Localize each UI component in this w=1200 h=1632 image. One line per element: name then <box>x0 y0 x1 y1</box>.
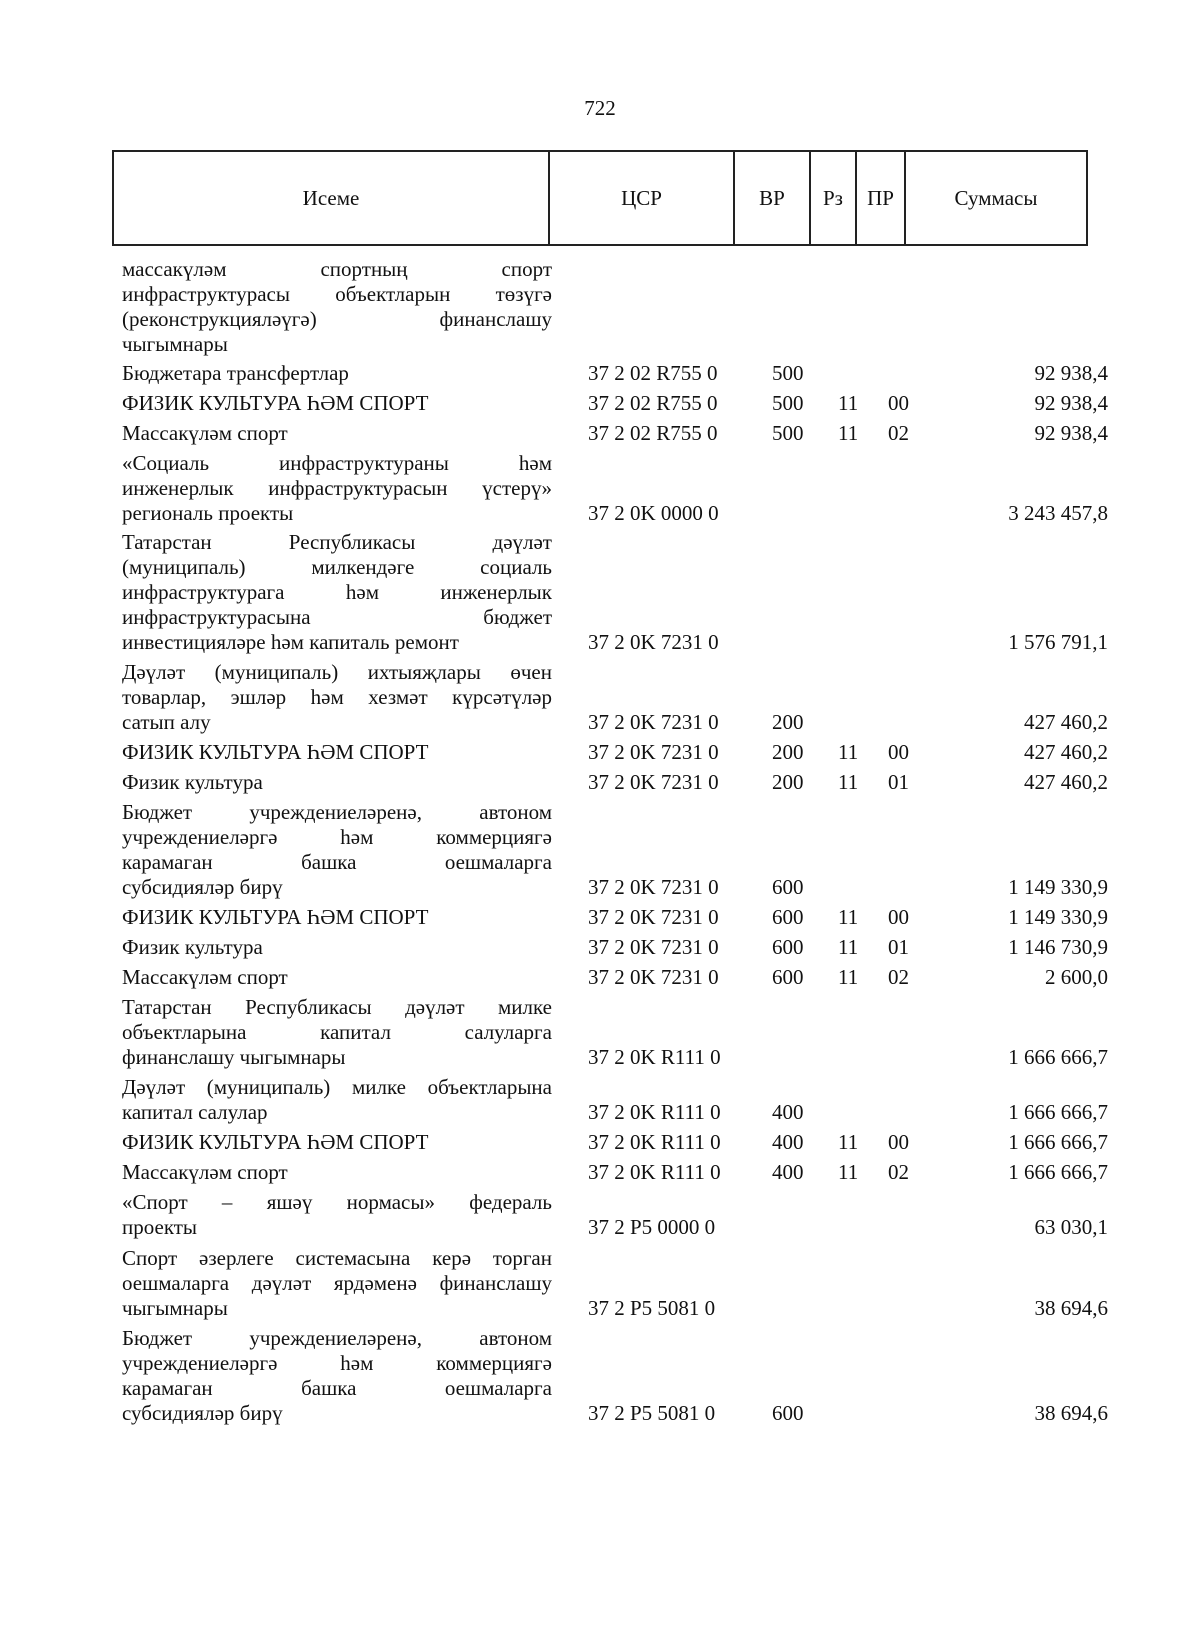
row-pr: 02 <box>888 1160 909 1184</box>
row-name <box>122 1075 552 1125</box>
row-csr: 37 2 P5 5081 0 <box>588 1401 716 1425</box>
row-name-line: (реконструкцияләүгә) финанслашу <box>122 307 552 331</box>
row-pr: 00 <box>888 1130 909 1154</box>
row-rz: 11 <box>838 965 859 989</box>
row-name-line: ФИЗИК КУЛЬТУРА ҺӘМ СПОРТ <box>122 740 429 764</box>
row-vr: 400 <box>772 1100 804 1124</box>
row-rz: 11 <box>838 1160 859 1184</box>
row-sum: 38 694,6 <box>1034 1401 1108 1425</box>
row-name-line: инвестицияләре һәм капиталь ремонт <box>122 630 459 654</box>
row-sum: 1 146 730,9 <box>1008 935 1108 959</box>
table-row <box>0 1160 1200 1185</box>
row-name-line: Массакүләм спорт <box>122 421 288 445</box>
table-row <box>0 995 1200 1070</box>
row-name-line: Массакүләм спорт <box>122 1160 288 1184</box>
table-row <box>0 800 1200 900</box>
page-number: 722 <box>584 96 616 120</box>
row-name <box>122 391 552 416</box>
row-rz: 11 <box>838 421 859 445</box>
row-vr: 400 <box>772 1160 804 1184</box>
row-csr: 37 2 0K 7231 0 <box>588 770 719 794</box>
row-vr: 200 <box>772 710 804 734</box>
table-row <box>0 391 1200 416</box>
row-csr: 37 2 0K R111 0 <box>588 1130 721 1154</box>
row-csr: 37 2 02 R755 0 <box>588 361 718 385</box>
row-name <box>122 1246 552 1321</box>
row-name-line: карамаган башка оешмаларга <box>122 1376 552 1400</box>
table-row <box>0 257 1200 357</box>
table-row <box>0 1075 1200 1125</box>
row-name-line: ФИЗИК КУЛЬТУРА ҺӘМ СПОРТ <box>122 905 429 929</box>
row-name-line: массакүләм спортның спорт <box>122 257 552 281</box>
row-name-line: сатып алу <box>122 710 211 734</box>
row-vr: 500 <box>772 421 804 445</box>
row-name-line: Татарстан Республикасы дәүләт <box>122 530 552 554</box>
row-vr: 400 <box>772 1130 804 1154</box>
row-csr: 37 2 02 R755 0 <box>588 421 718 445</box>
row-sum: 63 030,1 <box>1034 1215 1108 1239</box>
column-header-vr: ВР <box>734 151 810 245</box>
row-sum: 1 576 791,1 <box>1008 630 1108 654</box>
row-name-line: субсидияләр бирү <box>122 1401 283 1425</box>
column-header-pr: ПР <box>856 151 905 245</box>
row-name-line: инженерлык инфраструктурасын үстерү» <box>122 476 552 500</box>
row-pr: 01 <box>888 935 909 959</box>
row-vr: 200 <box>772 740 804 764</box>
row-name-line: инфраструктурага һәм инженерлык <box>122 580 552 604</box>
row-name-line: Бюджетара трансфертлар <box>122 361 349 385</box>
row-name-line: ФИЗИК КУЛЬТУРА ҺӘМ СПОРТ <box>122 1130 429 1154</box>
row-name <box>122 995 552 1070</box>
table-row <box>0 1326 1200 1426</box>
row-name-line: учреждениеләргә һәм коммерциягә <box>122 825 552 849</box>
row-vr: 600 <box>772 875 804 899</box>
row-csr: 37 2 0K 7231 0 <box>588 965 719 989</box>
row-name-line: (муниципаль) милкендәге социаль <box>122 555 552 579</box>
row-rz: 11 <box>838 1130 859 1154</box>
row-name-line: Дәүләт (муниципаль) милке объектларына <box>122 1075 552 1099</box>
row-name <box>122 740 552 765</box>
row-pr: 00 <box>888 740 909 764</box>
row-name <box>122 1190 552 1240</box>
row-name-line: Дәүләт (муниципаль) ихтыяҗлары өчен <box>122 660 552 684</box>
row-name-line: субсидияләр бирү <box>122 875 283 899</box>
row-csr: 37 2 0K 7231 0 <box>588 710 719 734</box>
row-name <box>122 1160 552 1185</box>
row-sum: 1 666 666,7 <box>1008 1045 1108 1069</box>
row-vr: 200 <box>772 770 804 794</box>
table-row <box>0 770 1200 795</box>
table-row <box>0 935 1200 960</box>
row-pr: 02 <box>888 965 909 989</box>
row-name-line: Спорт әзерлеге системасына керә торган <box>122 1246 552 1270</box>
row-sum: 427 460,2 <box>1024 770 1108 794</box>
row-name-line: оешмаларга дәүләт ярдәменә финанслашу <box>122 1271 552 1295</box>
row-name <box>122 530 552 655</box>
row-name <box>122 421 552 446</box>
row-csr: 37 2 0K R111 0 <box>588 1100 721 1124</box>
row-name-line: проекты <box>122 1215 198 1239</box>
row-name-line: Физик культура <box>122 935 263 959</box>
row-name-line: карамаган башка оешмаларга <box>122 850 552 874</box>
table-row <box>0 660 1200 735</box>
row-name <box>122 770 552 795</box>
row-name-line: «Социаль инфраструктураны һәм <box>122 451 552 475</box>
row-csr: 37 2 02 R755 0 <box>588 391 718 415</box>
row-sum: 38 694,6 <box>1034 1296 1108 1320</box>
row-csr: 37 2 P5 0000 0 <box>588 1215 716 1239</box>
row-csr: 37 2 0K 7231 0 <box>588 740 719 764</box>
row-pr: 01 <box>888 770 909 794</box>
row-sum: 1 666 666,7 <box>1008 1130 1108 1154</box>
row-csr: 37 2 0K 7231 0 <box>588 875 719 899</box>
row-vr: 600 <box>772 1401 804 1425</box>
row-sum: 1 666 666,7 <box>1008 1160 1108 1184</box>
row-name <box>122 905 552 930</box>
row-rz: 11 <box>838 935 859 959</box>
row-rz: 11 <box>838 391 859 415</box>
row-name-line: капитал салулар <box>122 1100 268 1124</box>
row-name-line: Физик культура <box>122 770 263 794</box>
table-row <box>0 905 1200 930</box>
table-row <box>0 1246 1200 1321</box>
row-rz: 11 <box>838 770 859 794</box>
row-sum: 92 938,4 <box>1034 421 1108 445</box>
row-vr: 600 <box>772 935 804 959</box>
row-name-line: объектларына капитал салуларга <box>122 1020 552 1044</box>
row-sum: 427 460,2 <box>1024 710 1108 734</box>
table-body <box>0 252 1200 1426</box>
column-header-rz: Рз <box>810 151 856 245</box>
row-name <box>122 257 552 357</box>
row-name <box>122 1326 552 1426</box>
row-vr: 600 <box>772 905 804 929</box>
row-csr: 37 2 P5 5081 0 <box>588 1296 716 1320</box>
table-row <box>0 361 1200 386</box>
row-name-line: Бюджет учреждениеләренә, автоном <box>122 1326 552 1350</box>
row-name <box>122 965 552 990</box>
row-rz: 11 <box>838 740 859 764</box>
table-row <box>0 740 1200 765</box>
table-header <box>112 150 1088 246</box>
row-name-line: товарлар, эшләр һәм хезмәт күрсәтүләр <box>122 685 552 709</box>
row-csr: 37 2 0K 7231 0 <box>588 905 719 929</box>
table-row <box>0 1130 1200 1155</box>
row-name-line: «Спорт – яшәү нормасы» федераль <box>122 1190 552 1214</box>
row-sum: 1 149 330,9 <box>1008 875 1108 899</box>
row-sum: 2 600,0 <box>1045 965 1108 989</box>
row-sum: 3 243 457,8 <box>1008 501 1108 525</box>
table-row <box>0 451 1200 526</box>
row-pr: 00 <box>888 905 909 929</box>
row-name-line: Бюджет учреждениеләренә, автоном <box>122 800 552 824</box>
row-pr: 02 <box>888 421 909 445</box>
row-name <box>122 800 552 900</box>
table-row <box>0 965 1200 990</box>
table-row <box>0 530 1200 655</box>
row-name-line: инфраструктурасы объектларын төзүгә <box>122 282 552 306</box>
row-name-line: чыгымнары <box>122 332 228 356</box>
row-name-line: инфраструктурасына бюджет <box>122 605 552 629</box>
row-csr: 37 2 0K R111 0 <box>588 1160 721 1184</box>
column-header-sum: Суммасы <box>905 151 1087 245</box>
row-name-line: чыгымнары <box>122 1296 228 1320</box>
row-name-line: финанслашу чыгымнары <box>122 1045 346 1069</box>
row-name <box>122 451 552 526</box>
table-row <box>0 1190 1200 1240</box>
row-sum: 1 666 666,7 <box>1008 1100 1108 1124</box>
row-vr: 600 <box>772 965 804 989</box>
row-name-line: Татарстан Республикасы дәүләт милке <box>122 995 552 1019</box>
row-vr: 500 <box>772 361 804 385</box>
row-name-line: региональ проекты <box>122 501 294 525</box>
row-rz: 11 <box>838 905 859 929</box>
row-csr: 37 2 0K 0000 0 <box>588 501 719 525</box>
row-name <box>122 1130 552 1155</box>
column-header-name: Исеме <box>113 151 549 245</box>
column-header-csr: ЦСР <box>549 151 734 245</box>
row-name-line: Массакүләм спорт <box>122 965 288 989</box>
row-sum: 1 149 330,9 <box>1008 905 1108 929</box>
row-csr: 37 2 0K R111 0 <box>588 1045 721 1069</box>
row-sum: 92 938,4 <box>1034 361 1108 385</box>
row-pr: 00 <box>888 391 909 415</box>
row-name-line: ФИЗИК КУЛЬТУРА ҺӘМ СПОРТ <box>122 391 429 415</box>
row-name-line: учреждениеләргә һәм коммерциягә <box>122 1351 552 1375</box>
table-row <box>0 421 1200 446</box>
row-csr: 37 2 0K 7231 0 <box>588 630 719 654</box>
row-name <box>122 935 552 960</box>
row-vr: 500 <box>772 391 804 415</box>
row-sum: 427 460,2 <box>1024 740 1108 764</box>
row-name <box>122 361 552 386</box>
row-csr: 37 2 0K 7231 0 <box>588 935 719 959</box>
row-name <box>122 660 552 735</box>
row-sum: 92 938,4 <box>1034 391 1108 415</box>
